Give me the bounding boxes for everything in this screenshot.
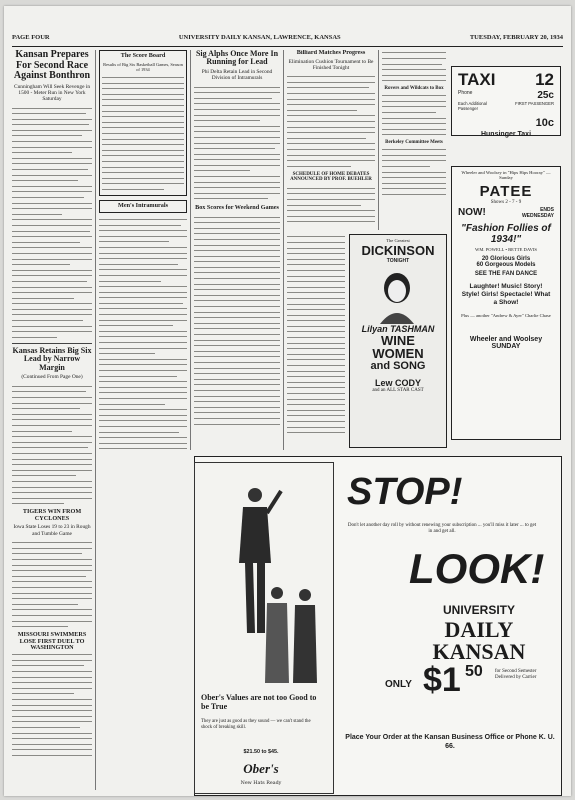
- dickinson-name: DICKINSON: [361, 243, 435, 258]
- patee-name: PATEE: [479, 183, 533, 200]
- patee-laughs: Laughter! Music! Story! Style! Girls! Spectacle! What a Show!: [461, 283, 551, 306]
- phone-label: Phone: [458, 90, 473, 96]
- obers-price: $21.50 to $45.: [243, 749, 279, 755]
- each-label: Each Additional Passenger: [458, 101, 487, 111]
- newspaper-page: [4, 6, 571, 796]
- title-song: and SONG: [370, 360, 426, 372]
- patee-now: NOW!: [458, 207, 486, 218]
- scoreboard-title: The Score Board: [120, 52, 166, 59]
- patee-shows: Shows 2 - 7 - 9: [490, 200, 522, 205]
- patee-advertisement: [451, 166, 561, 440]
- taxi-word: TAXI: [458, 70, 496, 89]
- headline-billiard: Billiard Matches Progress: [296, 50, 366, 56]
- column-2: [99, 50, 187, 450]
- column-rule: [283, 50, 284, 450]
- patee-stars: WM. POWELL • BETTE DAVIS: [475, 247, 537, 252]
- university-word: UNIVERSITY: [442, 603, 515, 617]
- taxi-phone-number: 12: [535, 70, 554, 89]
- obers-advertisement: [194, 462, 334, 794]
- column-1: [12, 50, 92, 790]
- column-rule: [95, 50, 96, 790]
- taxi-advertisement: [451, 66, 561, 136]
- taxi-company: Hunsinger Taxi: [480, 131, 532, 138]
- obers-body: They are just as good as they sound — we can't stand the shock of breaking skill.: [201, 719, 311, 730]
- order-instructions: Place Your Order at the Kansan Business Office or Phone K. U. 66.: [345, 734, 555, 750]
- headline-big-six: Kansas Retains Big Six Lead by Narrow Margin: [12, 346, 92, 372]
- subhead-billiard: Elimination Cushion Tournament to Be Finished Tonight: [288, 58, 374, 71]
- dickinson-advertisement: [349, 234, 447, 448]
- headline-debates: SCHEDULE OF HOME DEBATES ANNOUNCED BY PROF. BUEHLER: [290, 172, 372, 183]
- subscription-tagline: Don't let another day roll by without renewing your subscription ... you'll miss it later ... to get in and get all.: [347, 523, 537, 534]
- subhead-iowa-state: Iowa State Loses 19 to 23 in Rough and Tumble Game: [13, 524, 91, 537]
- price-dollar: $1: [423, 661, 461, 699]
- headline-berkeley: Berkeley Committee Meets: [385, 139, 443, 145]
- scoreboard-subtitle: Results of Big Six Basketball Games, Season of 1934: [103, 61, 183, 72]
- patee-feature-title: "Fashion Follies of 1934!": [461, 223, 551, 245]
- patee-fan-dance: SEE THE FAN DANCE: [474, 271, 538, 277]
- first-fare: 25c: [537, 90, 554, 101]
- jump-note: (Continued From Page One): [21, 374, 83, 381]
- only-word: ONLY: [385, 679, 412, 690]
- dickinson-prefix: The Greatest: [386, 238, 410, 243]
- headline-tigers: TIGERS WIN FROM CYCLONES: [22, 508, 82, 522]
- patee-sunday: SUNDAY: [491, 343, 521, 350]
- column-4: [287, 50, 375, 230]
- first-label: FIRST PASSENGER: [515, 101, 554, 106]
- look-word: LOOK!: [409, 545, 545, 592]
- patee-coming: Wheeler and Woolsey: [469, 336, 543, 343]
- couple-illustration: [257, 583, 327, 693]
- star-tashman: Lilyan TASHMAN: [361, 324, 435, 334]
- column-4-lower: [287, 234, 345, 446]
- title-women: WOMEN: [372, 346, 424, 361]
- mens-intramurals-title: Men's Intramurals: [99, 200, 187, 213]
- delivery-note: for Second Semester Delivered by Carrier: [495, 669, 537, 680]
- headline-rovers: Rovers and Wildcats to Box: [384, 85, 444, 91]
- column-3: [194, 50, 280, 450]
- each-fare: 10c: [535, 117, 554, 129]
- star-cody: Lew CODY: [374, 378, 421, 388]
- title-wine: WINE: [381, 333, 415, 348]
- headline-sig-alphs: Sig Alphs Once More In Running for Lead: [195, 50, 279, 67]
- subhead-cunningham: Cunningham Will Seek Revenge in 1500 - Meter Run in New York Saturday: [13, 83, 91, 102]
- subhead-phi-delta: Phi Delta Retain Lead in Second Division of Intramurals: [201, 68, 273, 81]
- obers-footer: New Hats Ready: [240, 781, 282, 786]
- patee-plus: Plus — another "Andrew & Ayer" Charlie Chase: [461, 313, 551, 318]
- issue-date: TUESDAY, FEBRUARY 20, 1934: [469, 34, 563, 41]
- headline-missouri-swimmers: MISSOURI SWIMMERS LOSE FIRST DUEL TO WASHINGTON: [17, 631, 87, 652]
- stop-word: STOP!: [347, 471, 463, 513]
- daily-kansan-word: DAILY KANSAN: [432, 617, 526, 664]
- patee-line-1: 20 Glorious Girls: [481, 256, 531, 262]
- column-rule: [190, 50, 191, 450]
- obers-logo: Ober's: [243, 761, 279, 776]
- actress-illustration: [350, 264, 444, 324]
- box-scores-title: Box Scores for Weekend Games: [195, 203, 279, 211]
- patee-line-2: 60 Gorgeous Models: [476, 262, 536, 268]
- price-cents: 50: [465, 663, 483, 680]
- patee-top-line: Wheeler and Woolsey in "Hips Hips Hooray" — Sunday: [461, 170, 551, 180]
- running-head: [12, 34, 563, 47]
- patee-ends: ENDS WEDNESDAY: [521, 207, 554, 219]
- obers-headline: Ober's Values are not too Good to be True: [201, 693, 317, 711]
- dickinson-cast: and an ALL STAR CAST: [372, 388, 424, 393]
- column-rule: [378, 50, 379, 230]
- headline-cunningham: Kansan Prepares For Second Race Against Bonthron: [13, 50, 91, 81]
- page-number: PAGE FOUR: [12, 34, 50, 41]
- column-5: [382, 50, 446, 230]
- dickinson-tonight: TONIGHT: [386, 258, 410, 264]
- masthead-line: UNIVERSITY DAILY KANSAN, LAWRENCE, KANSAS: [178, 34, 341, 41]
